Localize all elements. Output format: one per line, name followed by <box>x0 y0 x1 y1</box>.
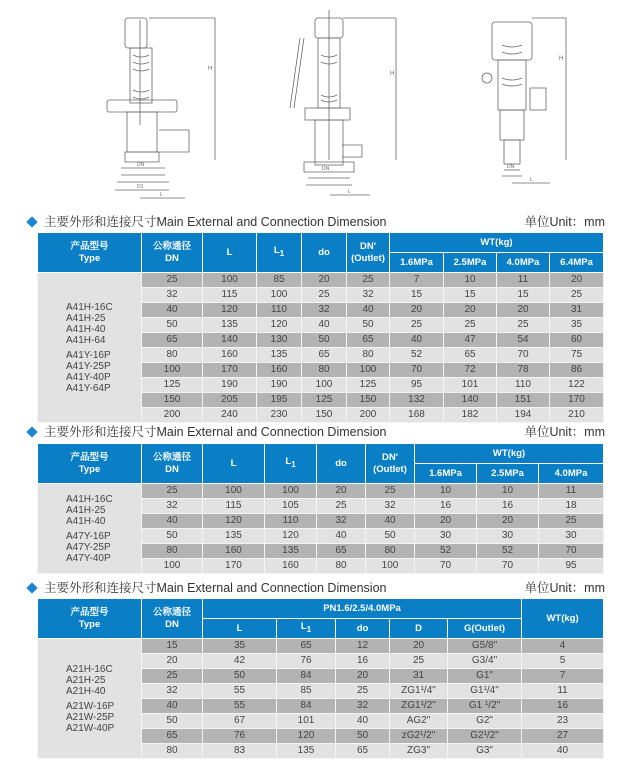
table-cell: 70 <box>477 559 539 574</box>
table-cell: 31 <box>390 669 448 684</box>
table-cell: 80 <box>347 348 390 363</box>
table-cell: 52 <box>415 544 477 559</box>
table-cell: 52 <box>390 348 444 363</box>
table-cell: 170 <box>550 393 604 408</box>
table-cell: 30 <box>477 529 539 544</box>
table-cell: AG2" <box>390 714 448 729</box>
table-cell: 100 <box>142 363 203 378</box>
table-cell: 125 <box>142 378 203 393</box>
table-cell: 75 <box>550 348 604 363</box>
header-l1: $L_1$ <box>257 233 302 273</box>
table-cell: 42 <box>203 654 277 669</box>
type-model: A41Y-25P <box>66 360 111 372</box>
table-cell: 65 <box>317 544 366 559</box>
table-cell: 80 <box>366 544 415 559</box>
table-cell: 80 <box>142 348 203 363</box>
header-dn-outlet: DN' (Outlet) <box>347 233 390 273</box>
table-cell: 15 <box>444 288 497 303</box>
type-group <box>66 494 141 527</box>
table-cell: 23 <box>522 714 604 729</box>
dimension-table-a21 <box>37 598 604 759</box>
table-cell: 40 <box>522 744 604 759</box>
table-cell: 12 <box>336 639 390 654</box>
table-cell: 168 <box>390 408 444 423</box>
table-cell: 86 <box>550 363 604 378</box>
section-title-2 <box>24 424 387 440</box>
table-cell: 85 <box>277 684 336 699</box>
table-cell: 40 <box>390 333 444 348</box>
table-cell: 120 <box>203 514 265 529</box>
type-model: A41Y-40P <box>66 371 111 383</box>
table-cell: 25 <box>550 288 604 303</box>
svg-text:H: H <box>390 71 395 77</box>
table-cell: 130 <box>257 333 302 348</box>
table-cell: 95 <box>539 559 604 574</box>
table-cell: 35 <box>550 318 604 333</box>
unit-label-1: 单位Unit：mm <box>524 215 605 229</box>
table-cell: 5 <box>522 654 604 669</box>
table-cell: 32 <box>142 499 203 514</box>
section-title-text: 主要外形和连接尺寸Main External and Connection Dimension <box>44 581 387 595</box>
table-cell: 40 <box>347 303 390 318</box>
header-dn: 公称通径 DN <box>142 599 203 639</box>
table-cell: zG2¹/2" <box>390 729 448 744</box>
table-cell: ZG1¹/2" <box>390 699 448 714</box>
type-model: A21W-40P <box>66 722 115 734</box>
table-cell: 160 <box>257 363 302 378</box>
table-cell: 20 <box>390 303 444 318</box>
table-cell: 31 <box>550 303 604 318</box>
table-cell: 55 <box>203 699 277 714</box>
type-model: A41H-16C <box>66 301 113 313</box>
table-cell: 65 <box>347 333 390 348</box>
type-model: A41H-40 <box>66 323 106 335</box>
type-cell <box>38 484 142 574</box>
header-g-outlet: G(Outlet) <box>448 619 522 639</box>
table-cell: 20 <box>497 303 550 318</box>
table-cell: 20 <box>477 514 539 529</box>
header-l: L <box>203 444 265 484</box>
valve-drawings <box>0 0 629 210</box>
table-cell: 65 <box>142 333 203 348</box>
table-cell: 35 <box>203 639 277 654</box>
type-model: A41H-25 <box>66 312 106 324</box>
header-pressure: 1.6MPa <box>390 253 444 273</box>
table-cell: 135 <box>257 348 302 363</box>
table-cell: 200 <box>142 408 203 423</box>
svg-text:L: L <box>160 192 163 198</box>
type-model: A21H-16C <box>66 663 113 675</box>
table-cell: 160 <box>203 348 257 363</box>
table-cell: 120 <box>203 303 257 318</box>
table-cell: 10 <box>415 484 477 499</box>
type-model: A21H-25 <box>66 674 106 686</box>
table-cell: 25 <box>336 684 390 699</box>
table-cell: 240 <box>203 408 257 423</box>
table-cell: 32 <box>347 288 390 303</box>
table-cell: 194 <box>497 408 550 423</box>
table-cell: 10 <box>477 484 539 499</box>
table-cell: 140 <box>203 333 257 348</box>
table-cell: 40 <box>142 514 203 529</box>
table-cell: 10 <box>444 273 497 288</box>
header-pressure: 4.0MPa <box>539 464 604 484</box>
table-cell: 50 <box>142 529 203 544</box>
table-cell: 110 <box>497 378 550 393</box>
table-cell: 32 <box>142 684 203 699</box>
header-do: do <box>302 233 347 273</box>
table-cell: 100 <box>347 363 390 378</box>
table-cell: 20 <box>302 273 347 288</box>
a21-valve-drawing <box>470 0 580 210</box>
header-l: L <box>203 619 277 639</box>
type-model: A47Y-40P <box>66 552 111 564</box>
type-model: A47Y-25P <box>66 541 111 553</box>
type-model: A47Y-16P <box>66 530 111 542</box>
header-pressure: 6.4MPa <box>550 253 604 273</box>
table-cell: ZG1¹/4" <box>390 684 448 699</box>
table-cell: 100 <box>203 273 257 288</box>
header-l: L <box>203 233 257 273</box>
table-cell: 32 <box>336 699 390 714</box>
table-cell: 32 <box>142 288 203 303</box>
type-model: A41H-16C <box>66 493 113 505</box>
table-cell: 32 <box>302 303 347 318</box>
table-cell: 100 <box>265 484 317 499</box>
header-l1: $L_1$ <box>277 619 336 639</box>
table-cell: 40 <box>366 514 415 529</box>
svg-text:L: L <box>348 189 351 195</box>
table-cell: 25 <box>317 499 366 514</box>
table-cell: 30 <box>415 529 477 544</box>
section-title-3 <box>24 580 387 596</box>
header-do: do <box>317 444 366 484</box>
table-cell: 182 <box>444 408 497 423</box>
table-cell: 120 <box>257 318 302 333</box>
svg-text:DN: DN <box>322 166 330 172</box>
table-cell: 170 <box>203 363 257 378</box>
svg-text:DN: DN <box>507 164 515 170</box>
type-cell <box>38 273 142 423</box>
table-cell: ZG3" <box>390 744 448 759</box>
table-cell: 50 <box>142 318 203 333</box>
header-pressure: 2.5MPa <box>444 253 497 273</box>
table-cell: G2" <box>448 714 522 729</box>
table-cell: 95 <box>390 378 444 393</box>
table-cell: 11 <box>497 273 550 288</box>
table-cell: 84 <box>277 669 336 684</box>
table-cell: 170 <box>203 559 265 574</box>
header-wt: WT(kg) <box>390 233 604 253</box>
table-cell: 160 <box>265 559 317 574</box>
table-cell: 125 <box>347 378 390 393</box>
table-cell: 100 <box>302 378 347 393</box>
table-cell: 50 <box>347 318 390 333</box>
table-cell: 115 <box>203 288 257 303</box>
svg-text:L: L <box>530 177 533 183</box>
table-cell: 140 <box>444 393 497 408</box>
table-cell: 122 <box>550 378 604 393</box>
table-cell: 135 <box>203 529 265 544</box>
table-cell: 25 <box>302 288 347 303</box>
type-model: A21W-25P <box>66 711 115 723</box>
table-cell: 20 <box>550 273 604 288</box>
type-model: A21W-16P <box>66 700 115 712</box>
table-cell: 125 <box>302 393 347 408</box>
table-cell: 32 <box>366 499 415 514</box>
table-cell: 85 <box>257 273 302 288</box>
table-cell: 40 <box>317 529 366 544</box>
header-d: D <box>390 619 448 639</box>
table-cell: 76 <box>277 654 336 669</box>
table-cell: 50 <box>142 714 203 729</box>
table-cell: 135 <box>203 318 257 333</box>
type-group <box>66 664 141 697</box>
unit-label-3: 单位Unit：mm <box>524 581 605 595</box>
table-cell: 120 <box>277 729 336 744</box>
table-cell: 100 <box>203 484 265 499</box>
type-cell <box>38 639 142 759</box>
table-cell: 20 <box>317 484 366 499</box>
table-cell: 132 <box>390 393 444 408</box>
table-cell: 65 <box>336 744 390 759</box>
table-cell: 25 <box>142 484 203 499</box>
type-model: A41Y-16P <box>66 349 111 361</box>
table-cell: 110 <box>265 514 317 529</box>
table-cell: 25 <box>142 273 203 288</box>
table-row <box>38 273 604 288</box>
table-cell: 11 <box>539 484 604 499</box>
table-cell: 15 <box>497 288 550 303</box>
table-cell: 70 <box>497 348 550 363</box>
table-cell: 110 <box>257 303 302 318</box>
table-cell: 65 <box>142 729 203 744</box>
table-cell: 15 <box>142 639 203 654</box>
table-cell: 20 <box>142 654 203 669</box>
table-cell: 65 <box>277 639 336 654</box>
table-cell: 190 <box>257 378 302 393</box>
a47-valve-drawing <box>280 0 410 210</box>
unit-label-2: 单位Unit：mm <box>524 425 605 439</box>
table-cell: 40 <box>142 303 203 318</box>
section-title-text: 主要外形和连接尺寸Main External and Connection Dimension <box>44 425 387 439</box>
table-cell: 101 <box>444 378 497 393</box>
type-model: A41H-40 <box>66 515 106 527</box>
table-cell: G1 ¹/2" <box>448 699 522 714</box>
table-cell: G5/8" <box>448 639 522 654</box>
type-group <box>66 701 141 734</box>
table-cell: 80 <box>317 559 366 574</box>
table-cell: 72 <box>444 363 497 378</box>
table-cell: 80 <box>302 363 347 378</box>
table-cell: 47 <box>444 333 497 348</box>
svg-text:DN: DN <box>137 162 145 168</box>
table-cell: 25 <box>366 484 415 499</box>
table-cell: 230 <box>257 408 302 423</box>
header-l1: $L_1$ <box>265 444 317 484</box>
type-group <box>66 350 141 394</box>
type-model: A21H-40 <box>66 685 106 697</box>
table-cell: G3" <box>448 744 522 759</box>
table-cell: 105 <box>265 499 317 514</box>
table-cell: 190 <box>203 378 257 393</box>
table-cell: 16 <box>415 499 477 514</box>
table-cell: 20 <box>415 514 477 529</box>
header-pressure: 4.0MPa <box>497 253 550 273</box>
table-cell: 150 <box>142 393 203 408</box>
table-cell: 60 <box>550 333 604 348</box>
header-wt: WT(kg) <box>522 599 604 639</box>
table-cell: 100 <box>366 559 415 574</box>
table-cell: 54 <box>497 333 550 348</box>
table-cell: 50 <box>302 333 347 348</box>
a41-valve-drawing <box>85 0 255 210</box>
table-cell: 7 <box>390 273 444 288</box>
table-cell: 78 <box>497 363 550 378</box>
table-cell: 135 <box>265 544 317 559</box>
table-cell: 120 <box>265 529 317 544</box>
table-cell: 20 <box>336 669 390 684</box>
header-pn: PN1.6/2.5/4.0MPa <box>203 599 522 619</box>
type-model: A41Y-64P <box>66 382 111 394</box>
table-cell: 151 <box>497 393 550 408</box>
header-type: 产品型号 Type <box>38 599 142 639</box>
table-cell: 25 <box>390 318 444 333</box>
diamond-bullet-icon <box>26 217 37 228</box>
table-cell: 195 <box>257 393 302 408</box>
table-cell: 40 <box>336 714 390 729</box>
table-cell: 16 <box>336 654 390 669</box>
type-model: A41H-64 <box>66 334 106 346</box>
table-cell: 25 <box>142 669 203 684</box>
table-cell: 25 <box>347 273 390 288</box>
table-cell: 20 <box>390 639 448 654</box>
table-cell: 160 <box>203 544 265 559</box>
table-cell: 55 <box>203 684 277 699</box>
table-cell: 70 <box>539 544 604 559</box>
table-cell: 25 <box>444 318 497 333</box>
table-cell: 205 <box>203 393 257 408</box>
table-cell: 65 <box>444 348 497 363</box>
table-cell: 200 <box>347 408 390 423</box>
dimension-table-a41 <box>37 232 604 423</box>
svg-text:H: H <box>208 66 213 72</box>
svg-text:H: H <box>559 56 564 62</box>
type-model: A41H-25 <box>66 504 106 516</box>
table-cell: G2¹/2" <box>448 729 522 744</box>
table-cell: 100 <box>257 288 302 303</box>
table-cell: 16 <box>522 699 604 714</box>
svg-text:D1: D1 <box>137 184 144 190</box>
table-cell: 40 <box>142 699 203 714</box>
table-cell: 40 <box>302 318 347 333</box>
table-cell: 150 <box>302 408 347 423</box>
diamond-bullet-icon <box>26 583 37 594</box>
table-cell: 7 <box>522 669 604 684</box>
header-dn: 公称通径 DN <box>142 444 203 484</box>
table-cell: 18 <box>539 499 604 514</box>
header-type: 产品型号 Type <box>38 233 142 273</box>
header-pressure: 2.5MPa <box>477 464 539 484</box>
table-cell: G1¹/4" <box>448 684 522 699</box>
table-cell: 210 <box>550 408 604 423</box>
table-row <box>38 639 604 654</box>
table-cell: 25 <box>539 514 604 529</box>
table-cell: 32 <box>317 514 366 529</box>
table-cell: 70 <box>390 363 444 378</box>
table-cell: 4 <box>522 639 604 654</box>
table-cell: 25 <box>390 654 448 669</box>
table-cell: 25 <box>497 318 550 333</box>
table-cell: 27 <box>522 729 604 744</box>
table-cell: 52 <box>477 544 539 559</box>
section-title-1 <box>24 214 387 230</box>
table-cell: 80 <box>142 744 203 759</box>
table-row <box>38 484 604 499</box>
table-cell: 30 <box>539 529 604 544</box>
table-cell: 20 <box>444 303 497 318</box>
table-cell: 70 <box>415 559 477 574</box>
table-cell: G1" <box>448 669 522 684</box>
table-cell: 84 <box>277 699 336 714</box>
table-cell: 67 <box>203 714 277 729</box>
table-cell: 115 <box>203 499 265 514</box>
table-cell: 135 <box>277 744 336 759</box>
header-dn-outlet: DN' (Outlet) <box>366 444 415 484</box>
diamond-bullet-icon <box>26 427 37 438</box>
type-group <box>66 302 141 346</box>
table-cell: 100 <box>142 559 203 574</box>
table-cell: 50 <box>203 669 277 684</box>
table-cell: 65 <box>302 348 347 363</box>
table-cell: 50 <box>366 529 415 544</box>
table-cell: 50 <box>336 729 390 744</box>
section-title-text: 主要外形和连接尺寸Main External and Connection Dimension <box>44 215 387 229</box>
table-cell: 15 <box>390 288 444 303</box>
header-dn: 公称通径 DN <box>142 233 203 273</box>
table-cell: 80 <box>142 544 203 559</box>
header-type: 产品型号 Type <box>38 444 142 484</box>
table-cell: 11 <box>522 684 604 699</box>
table-cell: G3/4" <box>448 654 522 669</box>
header-do: do <box>336 619 390 639</box>
header-wt: WT(kg) <box>415 444 604 464</box>
table-cell: 16 <box>477 499 539 514</box>
type-group <box>66 531 141 564</box>
dimension-table-a47 <box>37 443 604 574</box>
table-cell: 150 <box>347 393 390 408</box>
table-cell: 101 <box>277 714 336 729</box>
table-cell: 83 <box>203 744 277 759</box>
header-pressure: 1.6MPa <box>415 464 477 484</box>
table-cell: 76 <box>203 729 277 744</box>
